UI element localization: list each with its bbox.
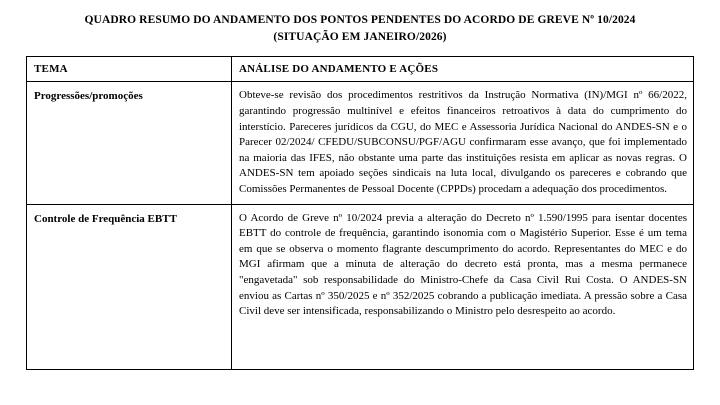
table-row [27,82,694,204]
column-header-analysis: ANÁLISE DO ANDAMENTO E AÇÕES [232,57,694,82]
row-analysis: Obteve-se revisão dos procedimentos restritivos da Instrução Normativa (IN)/MGI nº 66/2022, garantindo progressão multinível e efeitos financeiros retroativos à data do cumprimento do interstício. Pareceres jurídicos da CGU, do MEC e Assessoria Jurídica Nacional do ANDES-SN e o Parecer 02/2024/ CFEDU/SUBCONSU/PGF/AGU confirmaram esse avanço, que foi implementado na maioria das IFES, não obstante uma parte das instituições resista em aplicar as novas regras. O ANDES-SN tem apoiado seções sindicais na luta local, divulgando os pareceres e cobrando que Comissões Permanentes de Pessoal Docente (CPPDs) procedam a adequação dos procedimentos. [232,82,694,204]
row-analysis: O Acordo de Greve nº 10/2024 previa a alteração do Decreto nº 1.590/1995 para isentar docentes EBTT do controle de frequência, garantindo isonomia com o Magistério Superior. Esse é um tema em que se observa o momento flagrante descumprimento do acordo. Representantes do MEC e do MGI afirmam que a minuta de alteração do decreto está pronta, mas a mesma permanece "engavetada" sob responsabilidade do Ministro-Chefe da Casa Civil Rui Costa. O ANDES-SN enviou as Cartas nº 350/2025 e nº 352/2025 cobrando a publicação imediata. A pressão sobre a Casa Civil deve ser intensificada, responsabilizando o Ministro pelo desrespeito ao acordo. [232,204,694,369]
row-theme: Progressões/promoções [27,82,232,204]
row-theme: Controle de Frequência EBTT [27,204,232,369]
column-header-theme: TEMA [27,57,232,82]
table-row [27,204,694,369]
title-line-secondary: (SITUAÇÃO EM JANEIRO/2026) [273,30,447,43]
title-line-primary: QUADRO RESUMO DO ANDAMENTO DOS PONTOS PENDENTES DO ACORDO DE GREVE Nº 10/2024 [84,14,636,26]
summary-table [26,56,694,369]
document-title [26,12,694,45]
table-header-row [27,57,694,82]
